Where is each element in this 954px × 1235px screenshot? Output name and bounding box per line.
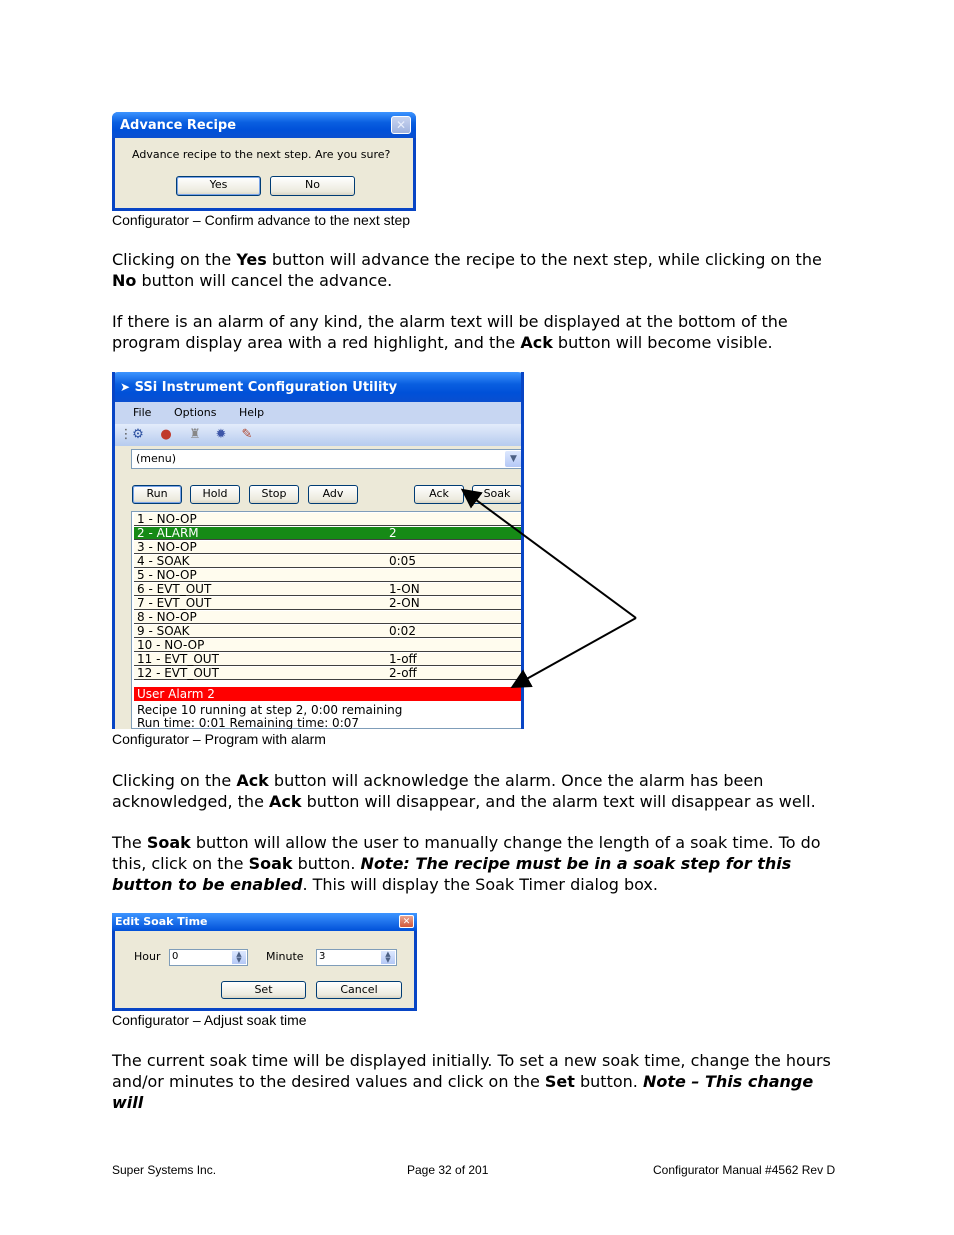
para4-text-e: . This will display the Soak Timer dialog box. — [302, 875, 658, 894]
para4-note: Note: The recipe must be in a soak step for this button to be enabled — [112, 854, 792, 894]
step-name: 10 - NO-OP — [137, 638, 205, 652]
no-button[interactable]: No — [270, 176, 355, 196]
para5-text-c: button. — [574, 1072, 643, 1091]
step-value: 1-ON — [389, 582, 420, 596]
step-name: 4 - SOAK — [137, 554, 190, 568]
para3-bold-ack-2: Ack — [269, 792, 302, 811]
footer-company: Super Systems Inc. — [112, 1163, 217, 1177]
para3-text-c: button will acknowledge the alarm. Once the alarm has been acknowledged, the — [112, 771, 764, 811]
para3-bold-ack: Ack — [236, 771, 269, 790]
para4-bold-soak: Soak — [146, 833, 191, 852]
para5-note: Note – This change will — [112, 1072, 814, 1112]
para4-text-a: The — [112, 833, 147, 852]
minute-label: Minute — [266, 950, 304, 963]
hour-stepper[interactable] — [169, 949, 248, 966]
stop-sign-icon[interactable]: ● — [160, 427, 172, 442]
recipe-combo-value: (menu) — [136, 452, 177, 465]
gear-icon[interactable]: ✹ — [215, 427, 227, 442]
callout-arrow-to-alarm — [514, 618, 636, 686]
para3-text-d: button will disappear, and the alarm text will disappear as well. — [301, 792, 816, 811]
app-title-text: SSi Instrument Configuration Utility — [134, 380, 398, 395]
step-value: 2 — [389, 526, 397, 540]
step-name: 3 - NO-OP — [137, 540, 197, 554]
para1-text-d: button will cancel the advance. — [136, 271, 393, 290]
para1-text-a: Clicking on the — [112, 250, 237, 269]
footer-page-number: Page 32 of 201 — [407, 1163, 489, 1177]
callout-arrow-to-ack — [464, 491, 636, 618]
trophy-icon[interactable]: ♜ — [189, 427, 201, 442]
advance-dialog-message: Advance recipe to the next step. Are you sure? — [132, 148, 391, 161]
caption-adjust-soak: Configurator – Adjust soak time — [112, 1012, 307, 1028]
soak-button[interactable]: Soak — [472, 485, 522, 504]
para3-text-a: Clicking on the — [112, 771, 237, 790]
chevron-down-icon[interactable]: ▼ — [505, 451, 522, 467]
ack-button[interactable]: Ack — [414, 485, 464, 504]
step-value: 2-ON — [389, 596, 420, 610]
app-icon: ➤ — [120, 380, 131, 394]
status-line-2: Run time: 0:01 Remaining time: 0:07 — [137, 716, 360, 729]
para1-bold-yes: Yes — [236, 250, 267, 269]
para5-text-a: The current soak time will be displayed initially. To set a new soak time, change the hours and/or minutes to the desired values and click on the — [112, 1051, 831, 1091]
step-name: 2 - ALARM — [137, 526, 199, 540]
advance-dialog-title-text: Advance Recipe — [120, 118, 237, 133]
minute-stepper[interactable] — [316, 949, 397, 966]
para1-text-c: button will advance the recipe to the next step, while clicking on the — [266, 250, 822, 269]
status-line-1: Recipe 10 running at step 2, 0:00 remaining — [137, 703, 403, 717]
para4-text-d: button. — [292, 854, 361, 873]
footer-manual-id: Configurator Manual #4562 Rev D — [653, 1163, 836, 1177]
step-name: 12 - EVT_OUT — [137, 666, 219, 680]
step-name: 9 - SOAK — [137, 624, 190, 638]
minute-value: 3 — [319, 951, 326, 962]
para1-bold-no: No — [112, 271, 137, 290]
paragraph-ack — [112, 770, 842, 812]
hour-label: Hour — [134, 950, 161, 963]
para2-bold-ack: Ack — [520, 333, 553, 352]
para4-text-c: button will allow the user to manually change the length of a soak time. To do this, click on the — [112, 833, 821, 873]
step-name: 5 - NO-OP — [137, 568, 197, 582]
edit-icon[interactable]: ✎ — [241, 427, 253, 442]
soak-dialog-title-bar — [112, 913, 417, 931]
para2-text-c: button will become visible. — [552, 333, 773, 352]
menu-help[interactable]: Help — [239, 406, 265, 419]
soak-dialog-title-text: Edit Soak Time — [115, 915, 208, 928]
set-button[interactable]: Set — [221, 981, 306, 999]
step-value: 0:02 — [389, 624, 416, 638]
close-icon[interactable]: ✕ — [391, 116, 411, 134]
step-name: 6 - EVT_OUT — [137, 582, 212, 596]
para2-text-a: If there is an alarm of any kind, the alarm text will be displayed at the bottom of the program display area with a red highlight, and the — [112, 312, 788, 352]
yes-button[interactable]: Yes — [176, 176, 261, 196]
para5-bold-set: Set — [544, 1072, 575, 1091]
menu-file[interactable]: File — [133, 406, 152, 419]
spinner-arrows-icon[interactable]: ▲ ▼ — [232, 951, 246, 964]
menu-options[interactable]: Options — [174, 406, 217, 419]
step-name: 8 - NO-OP — [137, 610, 197, 624]
para4-bold-soak-2: Soak — [248, 854, 293, 873]
stop-button[interactable]: Stop — [249, 485, 299, 504]
caption-confirm-advance: Configurator – Confirm advance to the next step — [112, 212, 411, 228]
step-name: 11 - EVT_OUT — [137, 652, 219, 666]
step-value: 1-off — [389, 652, 417, 666]
adv-button[interactable]: Adv — [308, 485, 358, 504]
spinner-arrows-icon[interactable]: ▲ ▼ — [381, 951, 395, 964]
alarm-text-bar: User Alarm 2 — [134, 687, 522, 701]
caption-program-alarm: Configurator – Program with alarm — [112, 731, 326, 747]
paragraph-set — [112, 1050, 842, 1113]
connect-icon[interactable]: ⚙ — [132, 427, 144, 442]
run-button[interactable]: Run — [132, 485, 182, 504]
step-name: 1 - NO-OP — [137, 512, 197, 526]
step-value: 2-off — [389, 666, 417, 680]
cancel-button[interactable]: Cancel — [316, 981, 402, 999]
hold-button[interactable]: Hold — [190, 485, 240, 504]
edit-soak-dialog — [112, 913, 417, 1011]
toolbar-grip-icon: ⋮ — [119, 427, 133, 442]
step-name: 7 - EVT_OUT — [137, 596, 212, 610]
paragraph-soak — [112, 832, 842, 895]
close-icon[interactable]: ✕ — [399, 915, 414, 928]
step-value: 0:05 — [389, 554, 416, 568]
hour-value: 0 — [172, 951, 179, 962]
